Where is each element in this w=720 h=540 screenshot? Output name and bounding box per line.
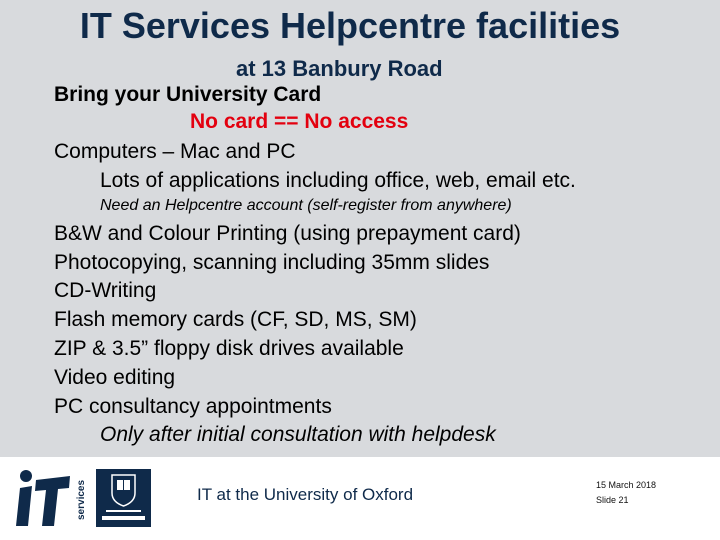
footer-date: 15 March 2018 [596,480,657,490]
bullet-photocopying: Photocopying, scanning including 35mm slides [54,251,490,274]
oxford-logo [96,469,151,527]
no-card-warning: No card == No access [190,110,409,133]
services-label: services [76,479,87,521]
footer-organization: IT at the University of Oxford [197,485,414,504]
slide-subtitle: at 13 Banbury Road [236,56,443,81]
sub-bullet-account: Need an Helpcentre account (self-register from anywhere) [100,197,512,214]
bullet-bring-card: Bring your University Card [54,83,322,106]
sub-bullet-consultation: Only after initial consultation with helpdesk [100,423,496,446]
bullet-video-editing: Video editing [54,366,176,389]
bullet-pc-consultancy: PC consultancy appointments [54,395,332,418]
sub-bullet-applications: Lots of applications including office, web, email etc. [100,169,576,192]
bullet-flash-cards: Flash memory cards (CF, SD, MS, SM) [54,308,417,331]
bullet-computers: Computers – Mac and PC [54,140,296,163]
bullet-printing: B&W and Colour Printing (using prepayment card) [54,222,521,245]
slide-title: IT Services Helpcentre facilities [79,5,621,46]
oxford-crest-icon [96,469,151,527]
bullet-zip-floppy: ZIP & 3.5” floppy disk drives available [54,337,404,360]
bullet-cd-writing: CD-Writing [54,279,157,302]
footer-slide-number: Slide 21 [596,495,629,505]
it-services-logo [12,468,72,530]
